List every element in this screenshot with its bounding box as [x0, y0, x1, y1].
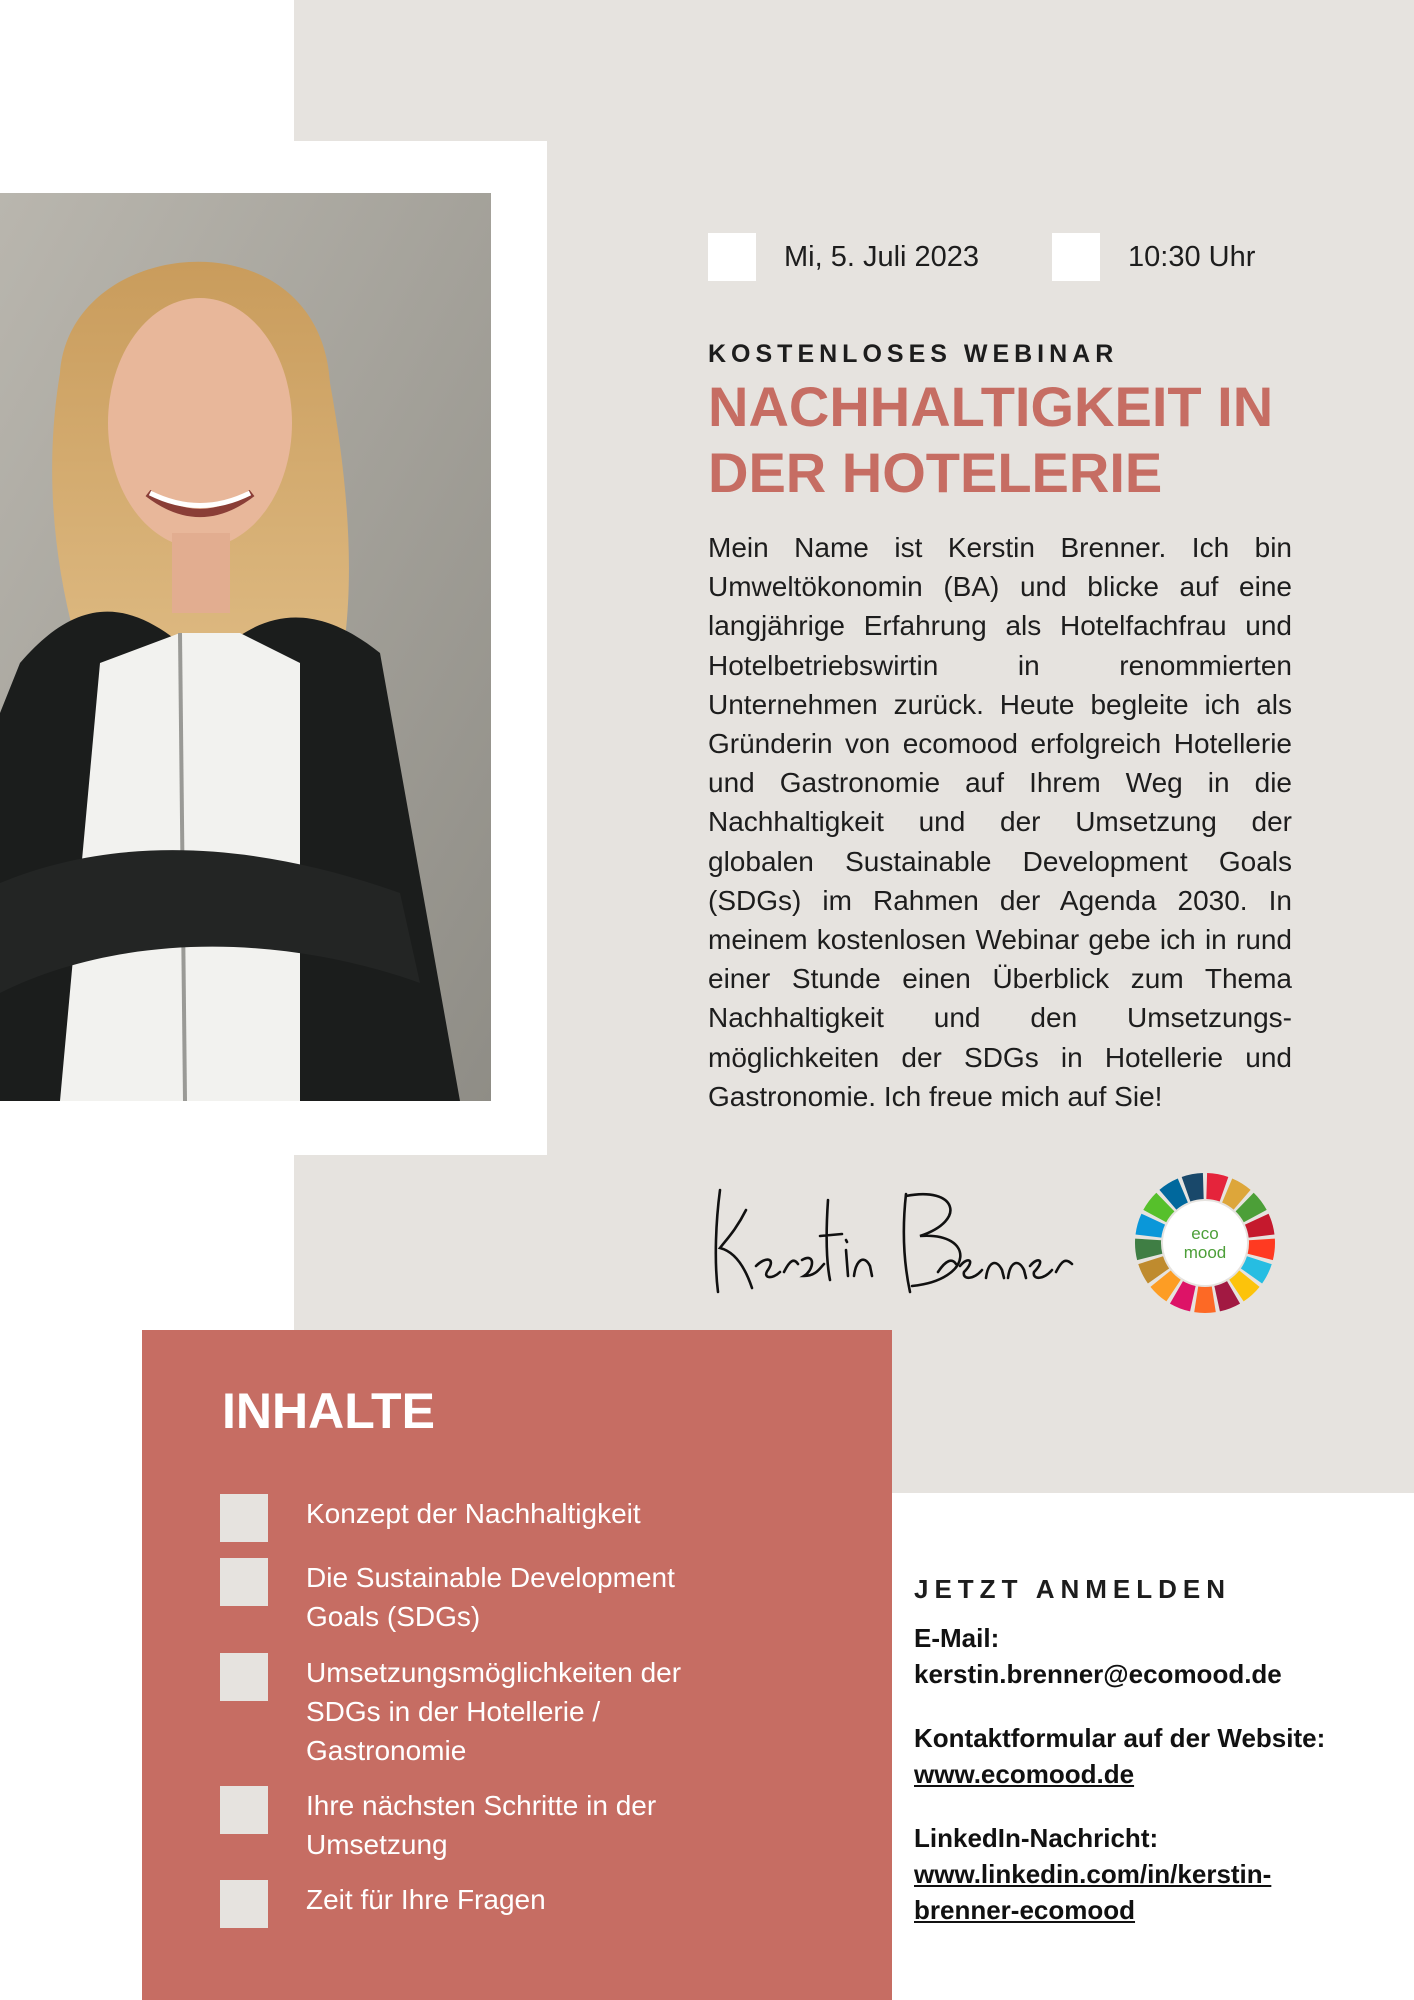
content-item-text: Konzept der Nachhaltigkeit [306, 1498, 641, 1529]
checkbox-icon [220, 1786, 268, 1834]
registration-section [914, 1574, 1394, 1956]
content-item [220, 1653, 746, 1770]
content-item-text: Ihre nächsten Schritte in der Umsetzung [306, 1790, 657, 1860]
ecomood-logo [1134, 1172, 1276, 1314]
checkbox-icon [220, 1880, 268, 1928]
portrait-photo [0, 193, 491, 1101]
linkedin-contact [914, 1820, 1394, 1928]
content-item-text: Umsetzungsmöglichkeiten der SDGs in der Hotellerie / Gastronomie [306, 1657, 682, 1766]
bio-text: Mein Name ist Kerstin Brenner. Ich bin Umweltökonomin (BA) und blicke auf eine langjährige Erfahrung als Hotelfachfrau und Hotelbetriebswirtin in renommierten Unternehmen zurück. Heute begleite ich als Gründerin von ecomood erfolgreich Hotellerie und Gastronomie auf Ihrem Weg in die Nachhaltigkeit und der Umsetzung der globalen Sustainable Development Goals (SDGs) im Rahmen der Agenda 2030. In meinem kostenlosen Webinar gebe ich in rund einer Stunde einen Überblick zum Thema Nachhaltigkeit und den Umsetzungs-möglichkeiten der SDGs in Hotellerie und Gastronomie. Ich freue mich auf Sie! [708, 532, 1292, 1112]
logo-text-mood: mood [1183, 1243, 1227, 1262]
inhalte-title: INHALTE [222, 1383, 435, 1439]
linkedin-label: LinkedIn-Nachricht: [914, 1823, 1159, 1853]
email-label: E-Mail: [914, 1623, 1000, 1653]
logo-ring-segment [1194, 1286, 1216, 1313]
clock-icon [1052, 233, 1100, 281]
signature [706, 1180, 1086, 1300]
checkbox-icon [220, 1558, 268, 1606]
register-kicker: JETZT ANMELDEN [914, 1574, 1232, 1604]
event-time-text: 10:30 Uhr [1128, 240, 1256, 273]
event-date-text: Mi, 5. Juli 2023 [784, 240, 980, 273]
page-title [708, 374, 1328, 506]
content-item-text: Zeit für Ihre Fragen [306, 1884, 546, 1915]
linkedin-link-line-1[interactable]: www.linkedin.com/in/kerstin- [914, 1859, 1272, 1889]
title-line-2: DER HOTELERIE [708, 441, 1163, 504]
content-item [220, 1786, 746, 1864]
content-item [220, 1558, 746, 1636]
content-item [220, 1494, 746, 1542]
content-item [220, 1880, 746, 1928]
event-date [708, 233, 979, 281]
content-item-text: Die Sustainable Development Goals (SDGs) [306, 1562, 675, 1632]
checkbox-icon [220, 1653, 268, 1701]
linkedin-link-line-2[interactable]: brenner-ecomood [914, 1895, 1136, 1925]
logo-ring-segment [1135, 1239, 1162, 1261]
calendar-icon [708, 233, 756, 281]
webinar-kicker: KOSTENLOSES WEBINAR [708, 340, 1119, 368]
event-time [1052, 233, 1255, 281]
website-link[interactable]: www.ecomood.de [914, 1759, 1135, 1789]
title-line-1: NACHHALTIGKEIT IN [708, 375, 1274, 438]
email-address[interactable]: kerstin.brenner@ecomood.de [914, 1659, 1282, 1689]
background-panel-lower [892, 1330, 1414, 1493]
logo-ring-segment [1248, 1239, 1275, 1261]
website-label: Kontaktformular auf der Website: [914, 1723, 1326, 1753]
email-contact [914, 1620, 1394, 1692]
checkbox-icon [220, 1494, 268, 1542]
logo-text-eco: eco [1191, 1224, 1219, 1243]
website-contact [914, 1720, 1394, 1792]
